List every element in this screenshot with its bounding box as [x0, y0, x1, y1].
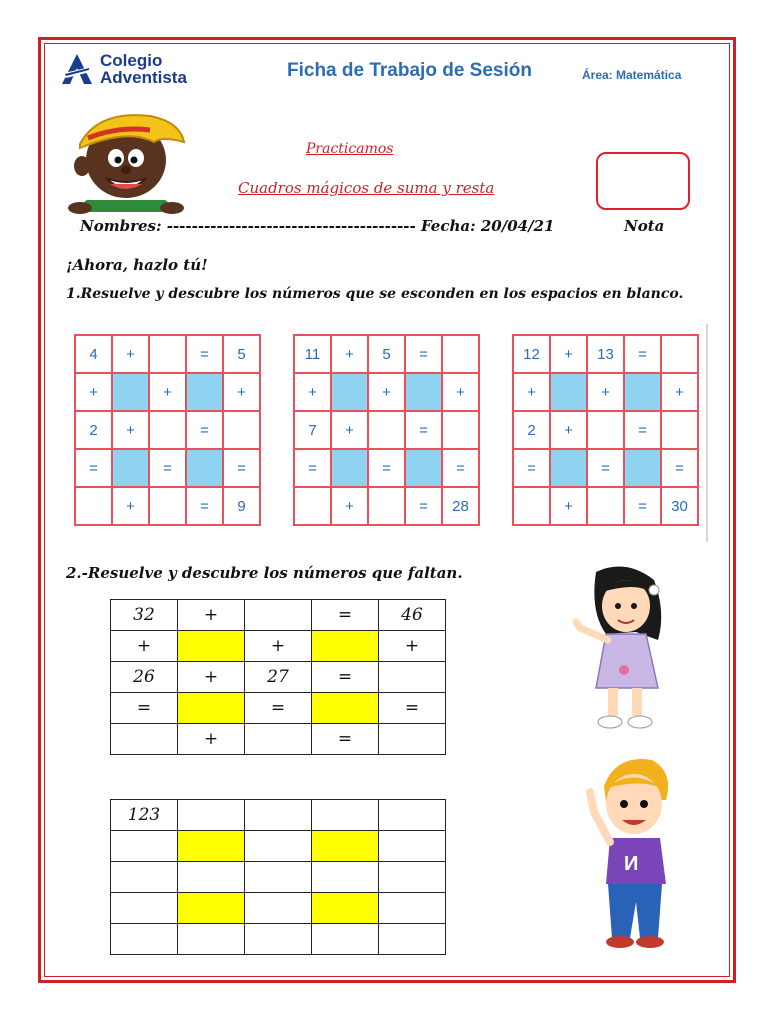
- grid-cell[interactable]: [245, 600, 312, 631]
- grid-cell[interactable]: [245, 831, 312, 862]
- grid-cell: +: [111, 631, 178, 662]
- grid-cell: =: [111, 693, 178, 724]
- magic-square-cell[interactable]: [550, 373, 587, 411]
- grid-cell[interactable]: [178, 862, 245, 893]
- magic-square-cell: 13: [587, 335, 624, 373]
- magic-square-cell: 11: [294, 335, 331, 373]
- grid-cell: =: [312, 600, 379, 631]
- magic-square-cell: 28: [442, 487, 479, 525]
- magic-square-cell[interactable]: [442, 335, 479, 373]
- magic-square-cell: +: [550, 487, 587, 525]
- magic-square-row: [75, 487, 260, 525]
- magic-square-cell[interactable]: [149, 411, 186, 449]
- grid-row: [111, 724, 446, 755]
- magic-square-cell[interactable]: [368, 487, 405, 525]
- grid-cell[interactable]: [245, 862, 312, 893]
- magic-square-cell[interactable]: [661, 335, 698, 373]
- magic-square-cell: 5: [368, 335, 405, 373]
- magic-square-cell: +: [75, 373, 112, 411]
- magic-square-cell[interactable]: [112, 373, 149, 411]
- magic-square-cell[interactable]: [112, 449, 149, 487]
- grid-cell[interactable]: [111, 924, 178, 955]
- magic-square-cell[interactable]: [442, 411, 479, 449]
- magic-square-cell: =: [368, 449, 405, 487]
- boy-pointing-illustration: [576, 752, 686, 952]
- magic-square-row: [513, 411, 698, 449]
- magic-square-cell[interactable]: [624, 449, 661, 487]
- magic-square-cell: =: [405, 411, 442, 449]
- magic-square-cell[interactable]: [587, 411, 624, 449]
- magic-square-cell: +: [661, 373, 698, 411]
- magic-square-row: [294, 373, 479, 411]
- magic-square-cell: =: [624, 411, 661, 449]
- magic-square-cell: =: [442, 449, 479, 487]
- grid-cell[interactable]: [312, 693, 379, 724]
- magic-square-cell: 4: [75, 335, 112, 373]
- grid-cell[interactable]: [178, 831, 245, 862]
- magic-square-cell[interactable]: [331, 373, 368, 411]
- magic-square-cell: =: [149, 449, 186, 487]
- magic-square-cell: =: [661, 449, 698, 487]
- magic-square-cell: 9: [223, 487, 260, 525]
- magic-square-cell[interactable]: [186, 449, 223, 487]
- task2-instruction: 2.-Resuelve y descubre los números que faltan.: [66, 564, 463, 582]
- magic-square-row: [513, 335, 698, 373]
- grid-row: [111, 800, 446, 831]
- magic-square-cell: 5: [223, 335, 260, 373]
- magic-square-cell: +: [331, 411, 368, 449]
- magic-square-cell[interactable]: [75, 487, 112, 525]
- magic-square-cell: +: [442, 373, 479, 411]
- magic-square-cell: +: [587, 373, 624, 411]
- girl-illustration: [566, 562, 676, 734]
- magic-square-cell[interactable]: [405, 449, 442, 487]
- grid-cell[interactable]: [245, 893, 312, 924]
- grid-cell: +: [178, 724, 245, 755]
- grid-cell[interactable]: [312, 831, 379, 862]
- sum-grid-a: [110, 599, 446, 755]
- magic-square-row: [75, 373, 260, 411]
- grid-row: [111, 662, 446, 693]
- grid-cell: 46: [379, 600, 446, 631]
- grade-label: Nota: [624, 217, 665, 235]
- magic-square-3: [512, 334, 699, 526]
- grid-cell[interactable]: [312, 893, 379, 924]
- grid-cell: +: [379, 631, 446, 662]
- grid-cell[interactable]: [379, 800, 446, 831]
- magic-square-cell: =: [75, 449, 112, 487]
- grid-cell[interactable]: [312, 862, 379, 893]
- magic-square-cell[interactable]: [624, 373, 661, 411]
- grid-cell[interactable]: [379, 862, 446, 893]
- subject-area: Área: Matemática: [582, 68, 682, 82]
- magic-square-cell[interactable]: [223, 411, 260, 449]
- student-names-date-line: Nombres: ---------------------------------------- Fecha: 20/04/21: [80, 217, 555, 235]
- magic-square-cell: =: [624, 487, 661, 525]
- grid-cell[interactable]: [379, 893, 446, 924]
- grid-cell[interactable]: [379, 724, 446, 755]
- magic-square-cell: +: [550, 335, 587, 373]
- magic-square-cell: 30: [661, 487, 698, 525]
- magic-square-row: [75, 449, 260, 487]
- school-logo: [60, 52, 187, 86]
- magic-square-cell[interactable]: [331, 449, 368, 487]
- grid-row: [111, 693, 446, 724]
- grid-cell[interactable]: [111, 893, 178, 924]
- sum-grid-b: [110, 799, 446, 955]
- magic-square-row: [75, 335, 260, 373]
- magic-square-cell: =: [624, 335, 661, 373]
- grid-cell: 123: [111, 800, 178, 831]
- magic-square-cell[interactable]: [186, 373, 223, 411]
- grid-cell[interactable]: [312, 631, 379, 662]
- practice-heading: Practicamos: [306, 141, 394, 157]
- task1-instruction: 1.Resuelve y descubre los números que se esconden en los espacios en blanco.: [66, 286, 684, 302]
- magic-square-cell: +: [331, 335, 368, 373]
- grid-cell[interactable]: [178, 693, 245, 724]
- grid-cell: =: [379, 693, 446, 724]
- grid-cell[interactable]: [379, 924, 446, 955]
- magic-square-cell: =: [186, 411, 223, 449]
- magic-square-cell[interactable]: [149, 335, 186, 373]
- grid-cell[interactable]: [245, 724, 312, 755]
- grid-row: [111, 862, 446, 893]
- logo-line1: Colegio: [100, 51, 163, 70]
- grid-cell[interactable]: [178, 800, 245, 831]
- magic-square-cell: =: [223, 449, 260, 487]
- magic-square-row: [513, 487, 698, 525]
- magic-square-cell: +: [294, 373, 331, 411]
- magic-square-row: [75, 411, 260, 449]
- grid-cell[interactable]: [178, 893, 245, 924]
- magic-square-cell[interactable]: [550, 449, 587, 487]
- grid-cell: +: [245, 631, 312, 662]
- grid-row: [111, 924, 446, 955]
- magic-square-1: [74, 334, 261, 526]
- magic-square-cell: 7: [294, 411, 331, 449]
- magic-square-row: [294, 449, 479, 487]
- grid-cell[interactable]: [178, 631, 245, 662]
- magic-square-cell: =: [405, 335, 442, 373]
- magic-square-cell: +: [112, 411, 149, 449]
- grid-cell: =: [312, 724, 379, 755]
- grid-row: [111, 600, 446, 631]
- grid-cell: =: [245, 693, 312, 724]
- grid-cell[interactable]: [111, 862, 178, 893]
- logo-line2: Adventista: [100, 68, 187, 87]
- grid-cell: +: [178, 600, 245, 631]
- magic-square-cell: =: [186, 487, 223, 525]
- magic-square-cell[interactable]: [368, 411, 405, 449]
- grid-cell: 26: [111, 662, 178, 693]
- svg-text:И: И: [624, 853, 639, 875]
- grid-cell[interactable]: [245, 800, 312, 831]
- magic-square-cell: =: [294, 449, 331, 487]
- boy-cap-illustration: [58, 108, 188, 214]
- grid-row: [111, 831, 446, 862]
- magic-square-cell: +: [223, 373, 260, 411]
- grid-row: [111, 631, 446, 662]
- grid-cell[interactable]: [379, 662, 446, 693]
- magic-square-cell: +: [368, 373, 405, 411]
- magic-square-cell: 2: [75, 411, 112, 449]
- magic-square-cell[interactable]: [513, 487, 550, 525]
- grid-cell: 27: [245, 662, 312, 693]
- grid-cell[interactable]: [178, 924, 245, 955]
- grid-cell[interactable]: [312, 800, 379, 831]
- magic-square-cell[interactable]: [587, 487, 624, 525]
- page-title: Ficha de Trabajo de Sesión: [287, 60, 532, 81]
- magic-square-row: [513, 373, 698, 411]
- grid-cell[interactable]: [245, 924, 312, 955]
- magic-square-cell[interactable]: [149, 487, 186, 525]
- magic-square-cell: +: [331, 487, 368, 525]
- magic-square-cell: =: [186, 335, 223, 373]
- magic-square-cell: 2: [513, 411, 550, 449]
- magic-square-cell: +: [112, 335, 149, 373]
- magic-square-cell[interactable]: [294, 487, 331, 525]
- grid-cell: =: [312, 662, 379, 693]
- logo-a-icon: [60, 52, 94, 86]
- magic-square-cell: =: [513, 449, 550, 487]
- magic-square-row: [294, 335, 479, 373]
- magic-square-cell: +: [550, 411, 587, 449]
- grid-cell: +: [178, 662, 245, 693]
- grid-cell[interactable]: [111, 724, 178, 755]
- magic-square-cell[interactable]: [405, 373, 442, 411]
- intro-instruction: ¡Ahora, hazlo tú!: [66, 256, 208, 274]
- magic-square-cell: =: [587, 449, 624, 487]
- magic-square-cell: +: [149, 373, 186, 411]
- magic-square-row: [294, 487, 479, 525]
- grid-cell: 32: [111, 600, 178, 631]
- grid-cell[interactable]: [111, 831, 178, 862]
- topic-heading: Cuadros mágicos de suma y resta: [238, 179, 495, 197]
- scan-edge-line: [706, 324, 708, 542]
- grid-cell[interactable]: [312, 924, 379, 955]
- magic-square-cell: +: [513, 373, 550, 411]
- magic-square-cell[interactable]: [661, 411, 698, 449]
- grade-box: [596, 152, 690, 210]
- grid-cell[interactable]: [379, 831, 446, 862]
- magic-square-cell: =: [405, 487, 442, 525]
- magic-square-row: [294, 411, 479, 449]
- magic-square-row: [513, 449, 698, 487]
- magic-square-cell: 12: [513, 335, 550, 373]
- grid-row: [111, 893, 446, 924]
- magic-square-cell: +: [112, 487, 149, 525]
- magic-square-2: [293, 334, 480, 526]
